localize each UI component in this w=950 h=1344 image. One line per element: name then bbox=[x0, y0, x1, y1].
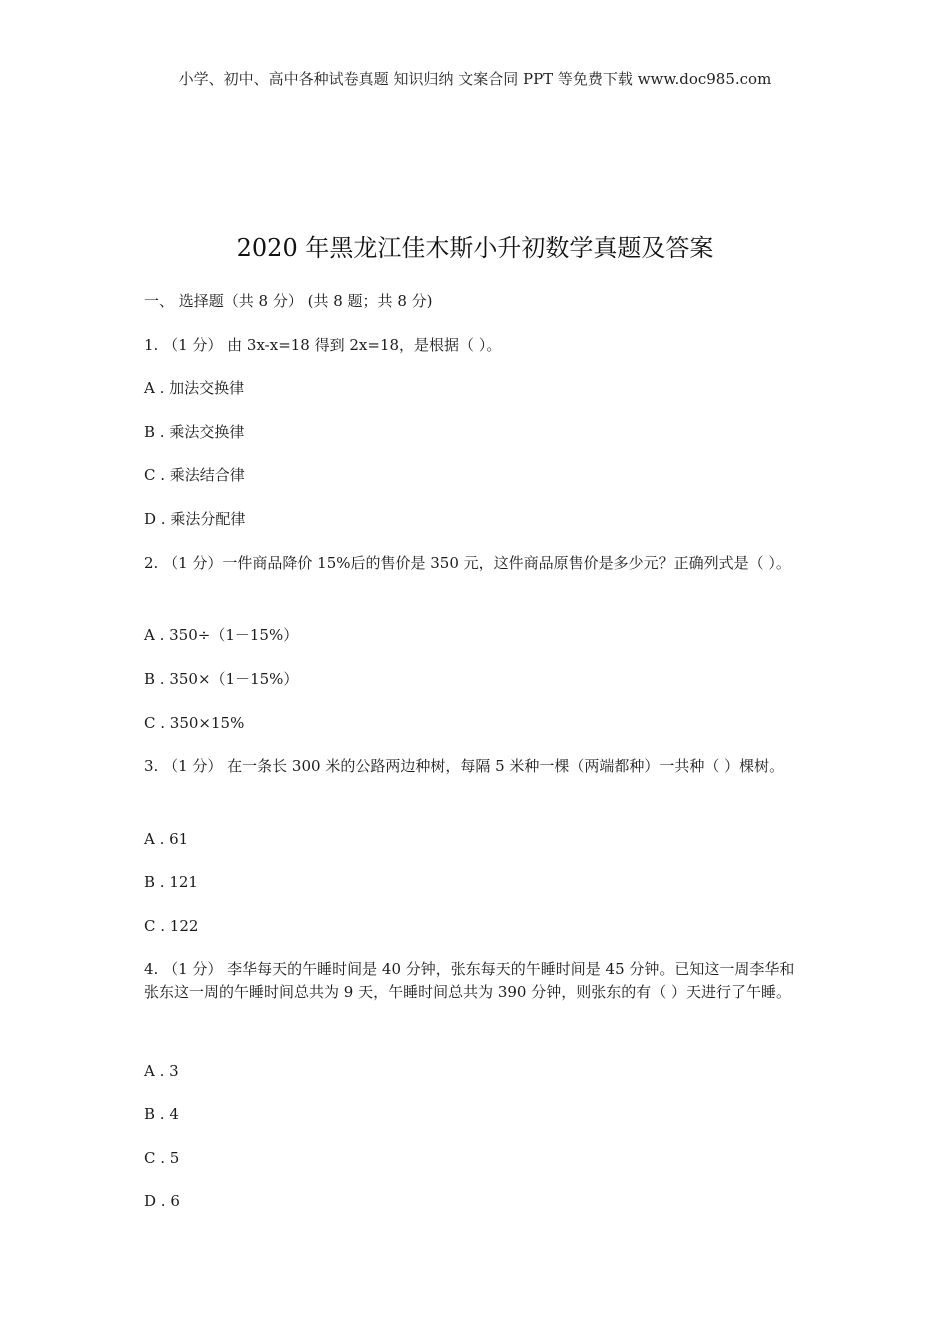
question-1-stem: 1. （1 分） 由 3x-x=18 得到 2x=18，是根据（ ）。 bbox=[144, 336, 502, 354]
question-4-stem: 4. （1 分） 李华每天的午睡时间是 40 分钟，张东每天的午睡时间是 45 分钟。已知这一周李华和张东这一周的午睡时间总共为 9 天，午睡时间总共为 390 分钟，则张东的有（ ）天进行了午睡。 bbox=[144, 960, 795, 1001]
question-4-option-c: C . 5 bbox=[144, 1149, 180, 1167]
question-3-option-c: C . 122 bbox=[144, 917, 199, 935]
question-2-option-a: A . 350÷（1－15%） bbox=[144, 626, 299, 644]
question-4-option-a: A . 3 bbox=[144, 1062, 179, 1080]
question-1-option-b: B . 乘法交换律 bbox=[144, 423, 245, 441]
question-3-stem: 3. （1 分） 在一条长 300 米的公路两边种树，每隔 5 米种一棵（两端都种）一共种（ ）棵树。 bbox=[144, 757, 785, 775]
question-3-option-a: A . 61 bbox=[144, 830, 189, 848]
question-2-stem: 2. （1 分）一件商品降价 15%后的售价是 350 元，这件商品原售价是多少元？正确列式是（ ）。 bbox=[144, 554, 791, 572]
question-4-option-d: D . 6 bbox=[144, 1192, 180, 1210]
site-header-banner: 小学、初中、高中各种试卷真题 知识归纳 文案合同 PPT 等免费下载 www.doc985.com bbox=[178, 70, 772, 88]
page-title: 2020 年黑龙江佳木斯小升初数学真题及答案 bbox=[236, 234, 714, 262]
question-2-option-c: C . 350×15% bbox=[144, 714, 245, 732]
question-4-option-b: B . 4 bbox=[144, 1105, 179, 1123]
question-1-option-a: A . 加法交换律 bbox=[144, 379, 245, 397]
question-2-option-b: B . 350×（1－15%） bbox=[144, 670, 299, 688]
question-3-option-b: B . 121 bbox=[144, 873, 198, 891]
question-1-option-d: D . 乘法分配律 bbox=[144, 510, 246, 528]
question-1-option-c: C . 乘法结合律 bbox=[144, 466, 245, 484]
section-heading: 一、 选择题（共 8 分） (共 8 题；共 8 分) bbox=[144, 292, 433, 310]
